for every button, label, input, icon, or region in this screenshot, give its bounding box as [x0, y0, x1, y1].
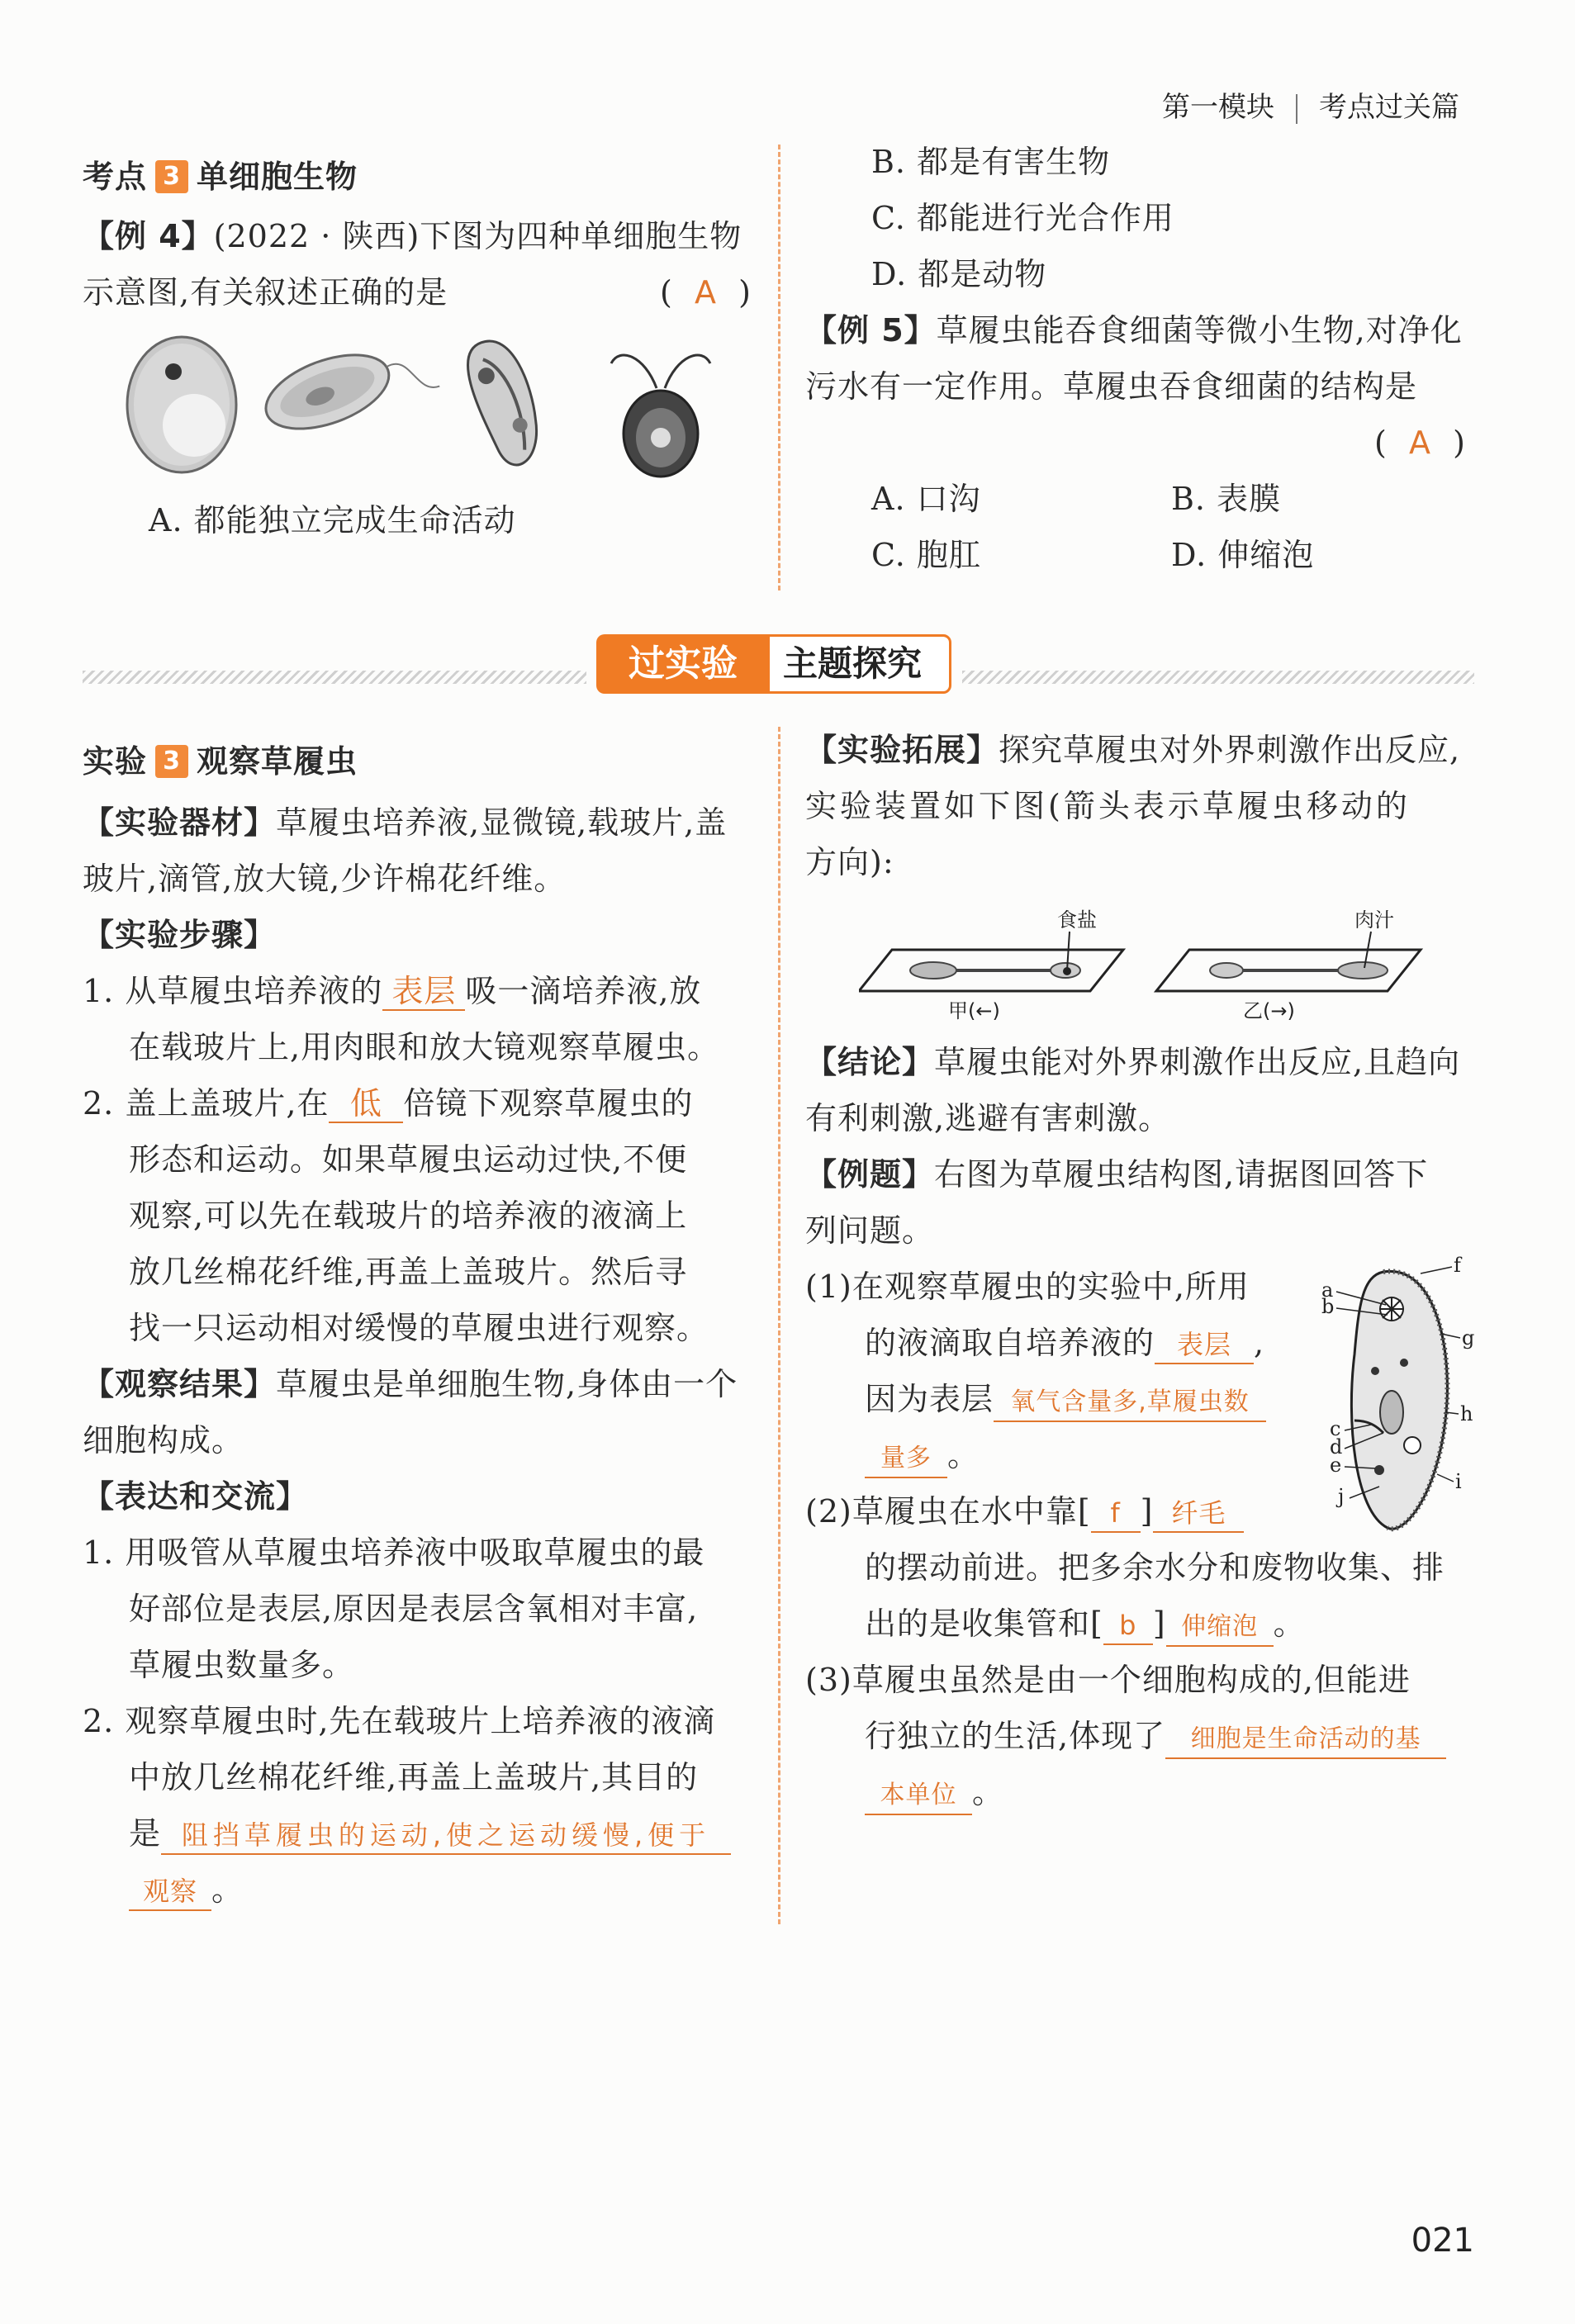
example4-answer-bracket: ( A ): [660, 274, 752, 311]
question3-answer2: 本单位: [865, 1777, 972, 1815]
diagram-label-i: i: [1455, 1470, 1462, 1493]
example5-line2: 污水有一定作用。草履虫吞食细菌的结构是: [805, 368, 1418, 405]
paramecium-structure-diagram: [1321, 1255, 1487, 1544]
question3-answer1: 细胞是生命活动的基: [1165, 1721, 1446, 1759]
question2-answer3: b: [1103, 1607, 1153, 1645]
expression2-answer-line1: 阻挡草履虫的运动,使之运动缓慢,便于: [161, 1817, 731, 1855]
header-divider: [1296, 94, 1297, 124]
example5-option-a: A. 口沟: [871, 481, 981, 517]
experiment-heading: [83, 733, 358, 790]
column-divider-top: [778, 145, 780, 590]
paramecium-icon: [1351, 1271, 1447, 1529]
example4-line2: 示意图,有关叙述正确的是: [83, 274, 448, 311]
banner-left-stripe: [83, 671, 586, 684]
example5-option-d: D. 伸缩泡: [1171, 537, 1315, 573]
question-label: 【例题】: [805, 1156, 935, 1193]
example4-label: 【例 4】: [83, 218, 214, 254]
example4-line1: (2022 · 陕西)下图为四种单细胞生物: [213, 218, 742, 254]
yi-label: 乙(→): [1243, 999, 1295, 1022]
header-module: 第一模块: [1162, 91, 1274, 124]
example4-answer: A: [695, 274, 717, 311]
kaodian-heading: [83, 149, 358, 205]
page-number: 021: [1411, 2222, 1474, 2260]
diagram-label-c: c: [1330, 1417, 1341, 1440]
experiment-number-badge: 3: [155, 745, 188, 778]
slide-jia-icon: [859, 932, 1123, 991]
example5-option-b: B. 表膜: [1171, 481, 1282, 517]
diagram-label-g: g: [1462, 1326, 1475, 1349]
single-cell-organisms-illustration: [116, 330, 752, 479]
kaodian-title: 单细胞生物: [197, 159, 358, 195]
page-header: [1162, 84, 1459, 125]
cell-1-icon: [127, 337, 236, 472]
banner-right-text: 主题探究: [753, 634, 951, 694]
extension-text: 【实验拓展】探究草履虫对外界刺激作出反应, 实验装置如下图(箭头表示草履虫移动的 方向):: [805, 732, 1461, 880]
example5-label: 【例 5】: [805, 312, 937, 349]
cell-2-icon: [256, 330, 439, 445]
diagram-label-f: f: [1454, 1255, 1461, 1277]
section-banner: [596, 634, 951, 694]
column-divider-bottom: [778, 727, 780, 1924]
experiment-label: 实验: [83, 743, 148, 780]
broth-label: 肉汁: [1354, 908, 1394, 932]
diagram-label-d: d: [1330, 1435, 1343, 1458]
banner-left-text: 过实验: [596, 634, 770, 694]
kaodian-number-badge: 3: [155, 160, 188, 193]
result-label: 【观察结果】: [83, 1366, 277, 1402]
question2-answer4: 伸缩泡: [1166, 1609, 1274, 1647]
question1-answer3: 量多: [865, 1440, 947, 1478]
example4-option-c: C. 都能进行光合作用: [871, 200, 1174, 236]
example5-option-c: C. 胞肛: [871, 537, 981, 573]
conclusion-and-question: 【结论】草履虫能对外界刺激作出反应,且趋向 有利刺激,逃避有害刺激。 【例题】右图为草履虫结构图,请据图回答下 列问题。 (1)在观察草履虫的实验中,所用 的液滴取自培养液的 表层 , 因为表层 氧气含量多,草履虫数 量多 。 (2)草履虫在水中靠[ f ] 纤毛 的摆动前进。把多余水分和废物收集、排 出的是收集管和[ b ] 伸缩泡 。 (3)草履虫虽然是由一个细胞构成的,但能进 行独立的生活,体现了 细胞是生命活动的基 本单位 。: [805, 1034, 1482, 1820]
example5-answer-bracket: ( A ): [1374, 424, 1466, 461]
apparatus-diagram: [859, 900, 1437, 1024]
example4-option-d: D. 都是动物: [871, 256, 1047, 292]
experiment-title: 观察草履虫: [197, 743, 358, 780]
experiment-body: 【实验器材】草履虫培养液,显微镜,载玻片,盖 玻片,滴管,放大镜,少许棉花纤维。 【实验步骤】 1. 从草履虫培养液的 表层 吸一滴培养液,放 在载玻片上,用肉眼和放大镜观察草履虫。 2. 盖上盖玻片,在 低 倍镜下观察草履虫的 形态和运动。如果草履虫运动过快,不便 观察,可以先在载玻片的培养液的液滴上 放几丝棉花纤维,再盖上盖玻片。然后寻 找一只运动相对缓慢的草履虫进行观察。 【观察结果】草履虫是单细胞生物,身体由一个 细胞构成。 【表达和交流】 1. 用吸管从草履虫培养液中吸取草履虫的最 好部位是表层,原因是表层含氧相对丰富, 草履虫数量多。 2. 观察草履虫时,先在载玻片上培养液的液滴 中放几丝棉花纤维,再盖上盖玻片,其目的 是 阻挡草履虫的运动,使之运动缓慢,便于 观察 。: [83, 794, 760, 1918]
jia-label: 甲(←): [948, 999, 1000, 1022]
diagram-label-e: e: [1330, 1454, 1342, 1477]
diagram-label-h: h: [1460, 1402, 1473, 1425]
question1-answer1: 表层: [1155, 1326, 1254, 1364]
conclusion-label: 【结论】: [805, 1044, 935, 1080]
expression2-answer-line2: 观察: [129, 1873, 211, 1911]
slide-yi-icon: [1156, 932, 1421, 991]
example4-option-a: A. 都能独立完成生命活动: [149, 502, 516, 538]
expression-label: 【表达和交流】: [83, 1478, 309, 1515]
extension-label: 【实验拓展】: [805, 732, 999, 768]
step2-answer: 低: [329, 1085, 403, 1123]
step1-answer: 表层: [382, 973, 465, 1011]
diagram-label-j: j: [1338, 1485, 1345, 1508]
kaodian-label: 考点: [83, 159, 148, 195]
salt-label: 食盐: [1057, 908, 1097, 932]
example5-answer: A: [1409, 424, 1431, 461]
banner-right-stripe: [962, 671, 1474, 684]
example4-option-b: B. 都是有害生物: [871, 144, 1111, 180]
steps-label: 【实验步骤】: [83, 917, 277, 953]
diagram-label-b: b: [1321, 1295, 1335, 1318]
question2-answer1: f: [1091, 1495, 1141, 1533]
cell-3-icon: [458, 333, 553, 472]
example4-question: [83, 208, 752, 320]
equipment-label: 【实验器材】: [83, 804, 277, 841]
diagram-label-a: a: [1321, 1278, 1334, 1302]
question1-answer2: 氧气含量多,草履虫数: [994, 1384, 1266, 1422]
cell-4-icon: [611, 355, 710, 477]
question2-answer2: 纤毛: [1153, 1495, 1244, 1533]
example5-question: [805, 302, 1474, 471]
header-section: 考点过关篇: [1319, 91, 1459, 124]
example5-line1: 草履虫能吞食细菌等微小生物,对净化: [936, 312, 1463, 349]
